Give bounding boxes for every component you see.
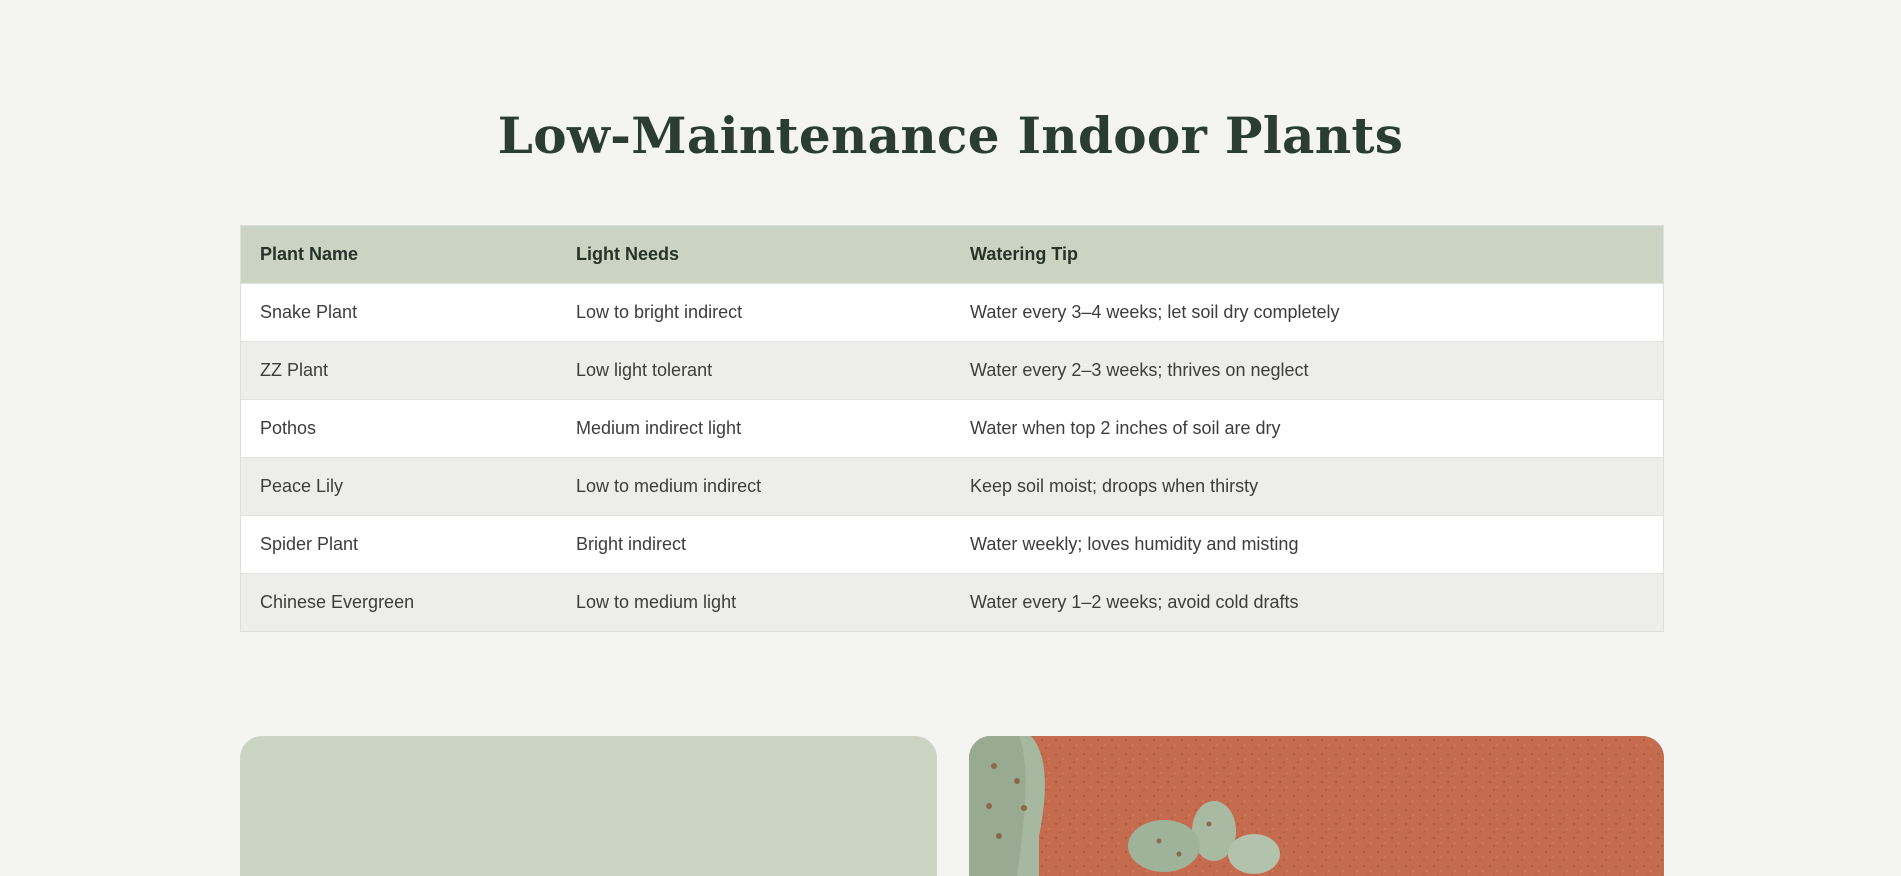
watering-tip-cell: Keep soil moist; droops when thirsty xyxy=(951,457,1663,515)
light-needs-cell: Low to medium light xyxy=(557,573,951,631)
plant-name-cell: Peace Lily xyxy=(241,457,557,515)
column-header-light-needs: Light Needs xyxy=(557,226,951,283)
table-row xyxy=(241,283,1663,341)
light-needs-cell: Medium indirect light xyxy=(557,399,951,457)
watering-tip-cell: Water when top 2 inches of soil are dry xyxy=(951,399,1663,457)
column-header-plant-name: Plant Name xyxy=(241,226,557,283)
watering-tip-cell: Water every 2–3 weeks; thrives on neglect xyxy=(951,341,1663,399)
light-needs-cell: Low to bright indirect xyxy=(557,283,951,341)
table-row xyxy=(241,573,1663,631)
table-header-row xyxy=(241,226,1663,283)
cactus-photo-card xyxy=(969,736,1664,876)
watering-tip-cell: Water every 3–4 weeks; let soil dry completely xyxy=(951,283,1663,341)
plant-name-cell: Chinese Evergreen xyxy=(241,573,557,631)
light-needs-cell: Low to medium indirect xyxy=(557,457,951,515)
sage-feature-card xyxy=(240,736,937,876)
watering-tip-cell: Water weekly; loves humidity and misting xyxy=(951,515,1663,573)
table-row xyxy=(241,457,1663,515)
light-needs-cell: Bright indirect xyxy=(557,515,951,573)
page-title: Low-Maintenance Indoor Plants xyxy=(497,106,1404,165)
plants-table xyxy=(240,225,1664,632)
watering-tip-cell: Water every 1–2 weeks; avoid cold drafts xyxy=(951,573,1663,631)
plant-name-cell: Snake Plant xyxy=(241,283,557,341)
light-needs-cell: Low light tolerant xyxy=(557,341,951,399)
table-row xyxy=(241,399,1663,457)
plant-name-cell: Pothos xyxy=(241,399,557,457)
column-header-watering-tip: Watering Tip xyxy=(951,226,1663,283)
plant-name-cell: ZZ Plant xyxy=(241,341,557,399)
plant-name-cell: Spider Plant xyxy=(241,515,557,573)
table-row xyxy=(241,515,1663,573)
cactus-on-terracotta-wall-image xyxy=(969,736,1664,876)
table-row xyxy=(241,341,1663,399)
